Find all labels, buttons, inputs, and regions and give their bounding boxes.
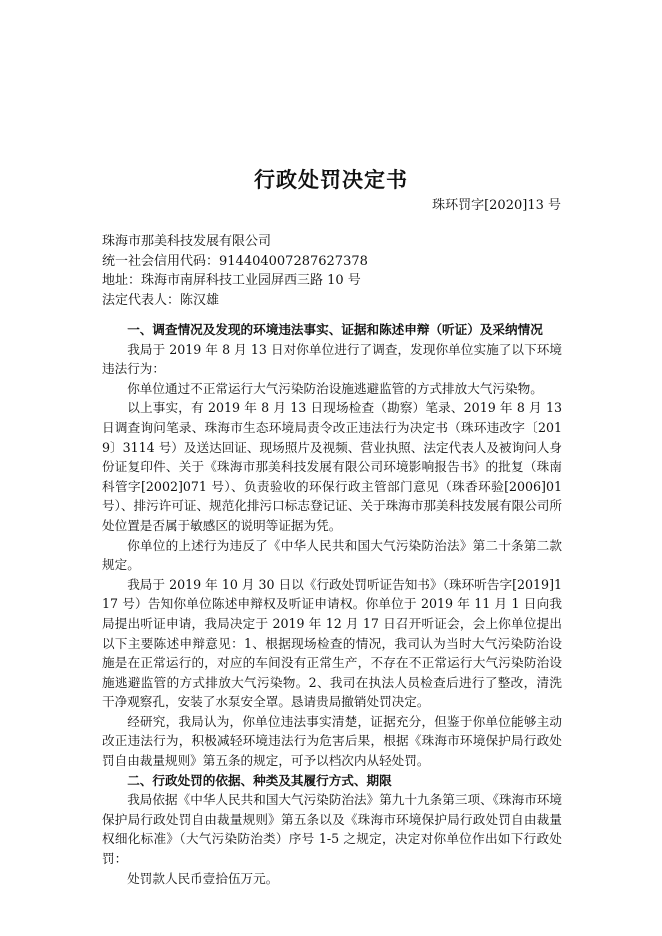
- document-body: [102, 320, 562, 888]
- body-paragraph: 我局于 2019 年 10 月 30 日以《行政处罚听证告知书》（珠环听告字[2019]117 号）告知你单位陈述申辩权及听证申请权。你单位于 2019 年 11 月 1 日向我局提出听证申请，我局决定于 2019 年 12 月 17 日召开听证会，会上你单位提出以下主要陈述申辩意见：1、根据现场检查的情况，我司认为当时大气污染防治设施是在正常运行的，对应的车间没有正常生产，不存在不正常运行大气污染防治设施逃避监管的方式排放大气污染物。2、我司在执法人员检查后进行了整改，清洗干净观察孔，安装了水泵安全罩。恳请贵局撤销处罚决定。: [102, 576, 562, 710]
- document-number: 珠环罚字[2020]13 号: [432, 198, 561, 213]
- party-legal-representative: 法定代表人：陈汉雄: [102, 292, 220, 308]
- body-paragraph: 你单位的上述行为违反了《中华人民共和国大气污染防治法》第二十条第二款规定。: [102, 537, 562, 573]
- party-info: [102, 232, 572, 310]
- body-paragraph: 我局于 2019 年 8 月 13 日对你单位进行了调查，发现你单位实施了以下环境违法行为：: [102, 341, 562, 377]
- body-paragraph: 你单位通过不正常运行大气污染防治设施逃避监管的方式排放大气污染物。: [127, 380, 543, 396]
- body-paragraph: 我局依据《中华人民共和国大气污染防治法》第九十九条第三项、《珠海市环境保护局行政处罚自由裁量规则》第五条以及《珠海市环境保护局行政处罚自由裁量权细化标准》（大气污染防治类）序号 1-5 之规定，决定对你单位作出如下行政处罚：: [102, 792, 562, 867]
- party-address: 地址：珠海市南屏科技工业园屏西三路 10 号: [102, 273, 361, 288]
- party-company-name: 珠海市那美科技发展有限公司: [102, 234, 272, 249]
- section-heading: 一、调查情况及发现的环境违法事实、证据和陈述申辩（听证）及采纳情况: [127, 322, 543, 337]
- document-title: 行政处罚决定书: [254, 168, 408, 192]
- body-paragraph: 处罚款人民币壹拾伍万元。: [127, 870, 279, 886]
- body-paragraph: 经研究，我局认为，你单位违法事实清楚，证据充分，但鉴于你单位能够主动改正违法行为，积极减轻环境违法行为危害后果，根据《珠海市环境保护局行政处罚自由裁量规则》第五条的规定，可予以档次内从轻处罚。: [102, 713, 562, 769]
- body-paragraph: 以上事实，有 2019 年 8 月 13 日现场检查（勘察）笔录、2019 年 8 月 13 日调查询问笔录、珠海市生态环境局责令改正违法行为决定书（珠环违改字〔2019〕3114 号）及送达回证、现场照片及视频、营业执照、法定代表人及被询问人身份证复印件、关于《珠海市那美科技发展有限公司环境影响报告书》的批复（珠南科管字[2002]071 号）、负责验收的环保行政主管部门意见（珠香环验[2006]01 号）、排污许可证、规范化排污口标志登记证、关于珠海市那美科技发展有限公司所处位置是否属于敏感区的说明等证据为凭。: [102, 400, 562, 533]
- section-heading: 二、行政处罚的依据、种类及其履行方式、期限: [127, 772, 392, 788]
- party-credit-code: 统一社会信用代码：91440400728762737​8: [102, 253, 368, 269]
